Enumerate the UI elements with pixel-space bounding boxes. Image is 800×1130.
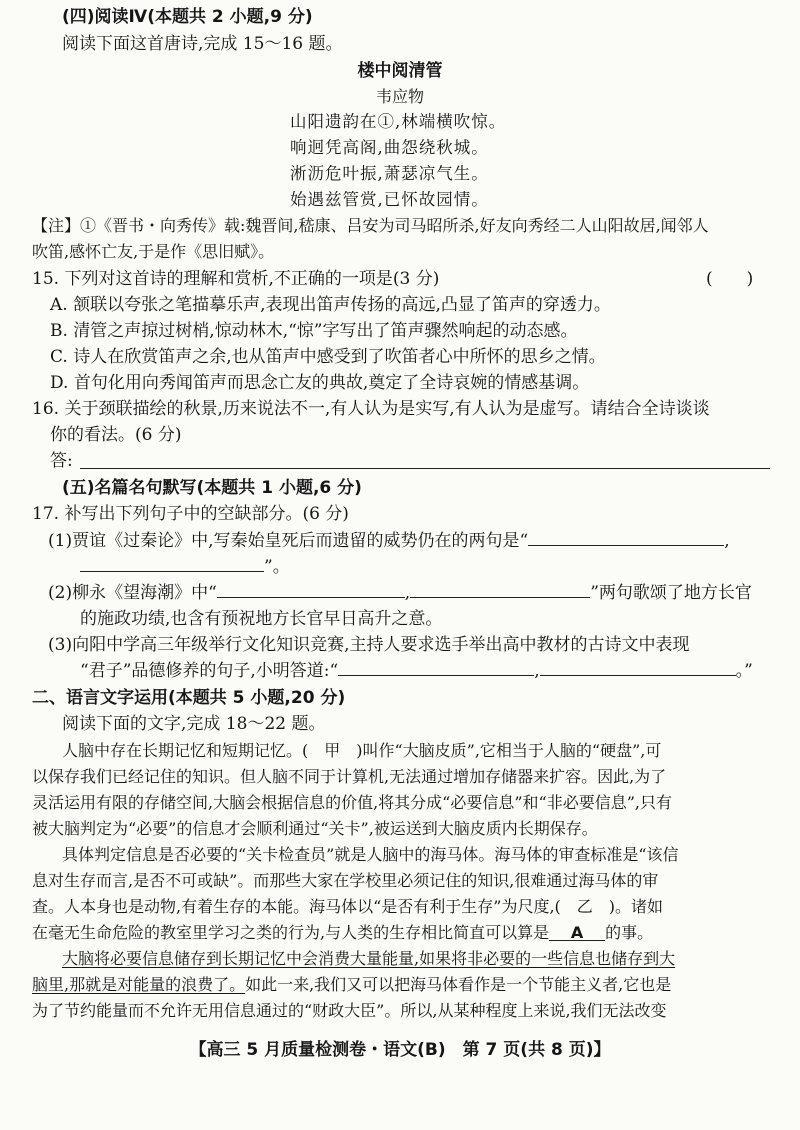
poem-line-4: 始遇兹管赏,已怀故园情。 <box>290 190 489 209</box>
passage-line-8-end: 的事。 <box>605 923 654 942</box>
q17-item-3-end: 。” <box>735 661 753 681</box>
q15-option-a: A. 颔联以夸张之笔描摹乐声,表现出笛声传扬的高远,凸显了笛声的穿透力。 <box>50 295 611 315</box>
q15-option-b: B. 清管之声掠过树梢,惊动林木,“惊”字写出了笛声骤然响起的动态感。 <box>50 321 578 341</box>
q15-option-d: D. 首句化用向秀闻笛声而思念亡友的典故,奠定了全诗哀婉的情感基调。 <box>50 373 590 393</box>
passage-line-4: 被大脑判定为“必要”的信息才会顺利通过“关卡”,被运送到大脑皮质内长期保存。 <box>32 819 598 838</box>
passage-line-1: 人脑中存在长期记忆和短期记忆。( 甲 )叫作“大脑皮质”,它相当于人脑的“硬盘”,可 <box>62 741 662 760</box>
passage-line-7: 查。人本身也是动物,有着生存的本能。海马体以“是否有利于生存”为尺度,( 乙 )。诸如 <box>32 897 664 916</box>
passage-line-5: 具体判定信息是否必要的“关卡检查员”就是人脑中的海马体。海马体的审查标准是“该信 <box>62 845 679 864</box>
q16-line-2: 你的看法。(6 分) <box>50 425 182 445</box>
q15-answer-bracket: ( ) <box>706 269 754 289</box>
passage-line-11: 为了节约能量而不允许无用信息通过的“财政大臣”。所以,从某种程度上来说,我们无法改变 <box>32 1001 667 1020</box>
q17-item-1-cont <box>80 556 290 578</box>
q17-item-1-end: ”。 <box>264 557 290 577</box>
q17-blank-6[interactable] <box>540 660 736 676</box>
q16-answer-label: 答: <box>50 451 73 471</box>
q16-answer-line[interactable] <box>80 468 770 469</box>
q17-item-2-tail: ”两句歌颂了地方长官 <box>590 583 752 603</box>
passage-line-8-text: 在毫无生命危险的教室里学习之类的行为,与人类的生存相比简直可以算是 <box>32 923 550 942</box>
q17-item-1-text: (1)贾谊《过秦论》中,写秦始皇死后而遗留的威势仍在的两句是“ <box>48 531 529 551</box>
poem-title: 楼中阅清管 <box>357 61 443 81</box>
passage-line-9-underlined: 大脑将必要信息储存到长期记忆中会消费大量能量,如果将非必要的一些信息也储存到大 <box>62 949 676 968</box>
q17-item-2-comma: , <box>404 583 411 603</box>
note-line-2: 吹笛,感怀亡友,于是作《思旧赋》。 <box>32 242 275 261</box>
page-footer: 【高三 5 月质量检测卷・语文(B) 第 7 页(共 8 页)】 <box>189 1040 611 1060</box>
q17-item-3: (3)向阳中学高三年级举行文化知识竞赛,主持人要求选手举出高中教材的古诗文中表现 <box>48 635 690 655</box>
q15-stem: 15. 下列对这首诗的理解和赏析,不正确的一项是(3 分) <box>32 269 440 289</box>
q17-blank-2[interactable] <box>80 556 264 572</box>
section4-instruction: 阅读下面这首唐诗,完成 15～16 题。 <box>62 34 343 54</box>
q17-blank-3[interactable] <box>217 582 405 598</box>
q17-item-3-cont <box>80 660 753 682</box>
poem-line-2: 响迥凭高阁,曲怨绕秋城。 <box>290 138 489 157</box>
q17-item-3-text: “君子”品德修养的句子,小明答道:“ <box>80 661 339 681</box>
passage-line-3: 灵活运用有限的存储空间,大脑会根据信息的价值,将其分成“必要信息”和“非必要信息”,只有 <box>32 793 672 812</box>
q17-item-3-comma: , <box>534 661 540 681</box>
passage-line-2: 以保存我们已经记住的知识。但人脑不同于计算机,无法通过增加存储器来扩容。因此,为了 <box>32 767 667 786</box>
poem-author: 韦应物 <box>375 87 424 106</box>
q17-item-1-comma: , <box>724 531 730 551</box>
poem-line-1: 山阳遗韵在①,林端横吹惊。 <box>290 112 507 131</box>
q17-blank-1[interactable] <box>528 530 724 546</box>
q17-stem: 17. 补写出下列句子中的空缺部分。(6 分) <box>32 504 349 524</box>
q17-blank-5[interactable] <box>338 660 534 676</box>
part2-instruction: 阅读下面的文字,完成 18～22 题。 <box>62 714 326 734</box>
section4-heading: (四)阅读Ⅳ(本题共 2 小题,9 分) <box>62 7 313 27</box>
passage-line-10-underlined: 脑里,那就是对能量的浪费了。 <box>32 975 246 994</box>
q17-item-2-cont: 的施政功绩,也含有预祝地方长官早日高升之意。 <box>80 609 443 629</box>
poem-line-3: 淅沥危叶振,萧瑟凉气生。 <box>290 164 489 183</box>
q17-item-2-text: (2)柳永《望海潮》中“ <box>48 583 217 603</box>
part2-heading: 二、语言文字运用(本题共 5 小题,20 分) <box>32 688 346 708</box>
blank-a[interactable]: A <box>549 922 605 941</box>
q17-item-1 <box>48 530 730 552</box>
passage-line-6: 息对生存而言,是否不可或缺”。而那些大家在学校里必须记住的知识,很难通过海马体的审 <box>32 871 659 890</box>
q15-option-c: C. 诗人在欣赏笛声之余,也从笛声中感受到了吹笛者心中所怀的思乡之情。 <box>50 347 606 367</box>
q16-line-1: 16. 关于颈联描绘的秋景,历来说法不一,有人认为是实写,有人认为是虚写。请结合全诗谈谈 <box>32 399 710 419</box>
passage-line-10 <box>32 974 671 996</box>
section5-heading: (五)名篇名句默写(本题共 1 小题,6 分) <box>62 478 362 498</box>
passage-line-10-rest: 如此一来,我们又可以把海马体看作是一个节能主义者,它也是 <box>245 975 672 994</box>
passage-line-8 <box>32 922 653 944</box>
note-line-1: 【注】①《晋书・向秀传》载:魏晋间,嵇康、吕安为司马昭所杀,好友向秀经二人山阳故居,闻邻人 <box>32 216 709 235</box>
q17-item-2 <box>48 582 752 604</box>
q17-blank-4[interactable] <box>410 582 590 598</box>
